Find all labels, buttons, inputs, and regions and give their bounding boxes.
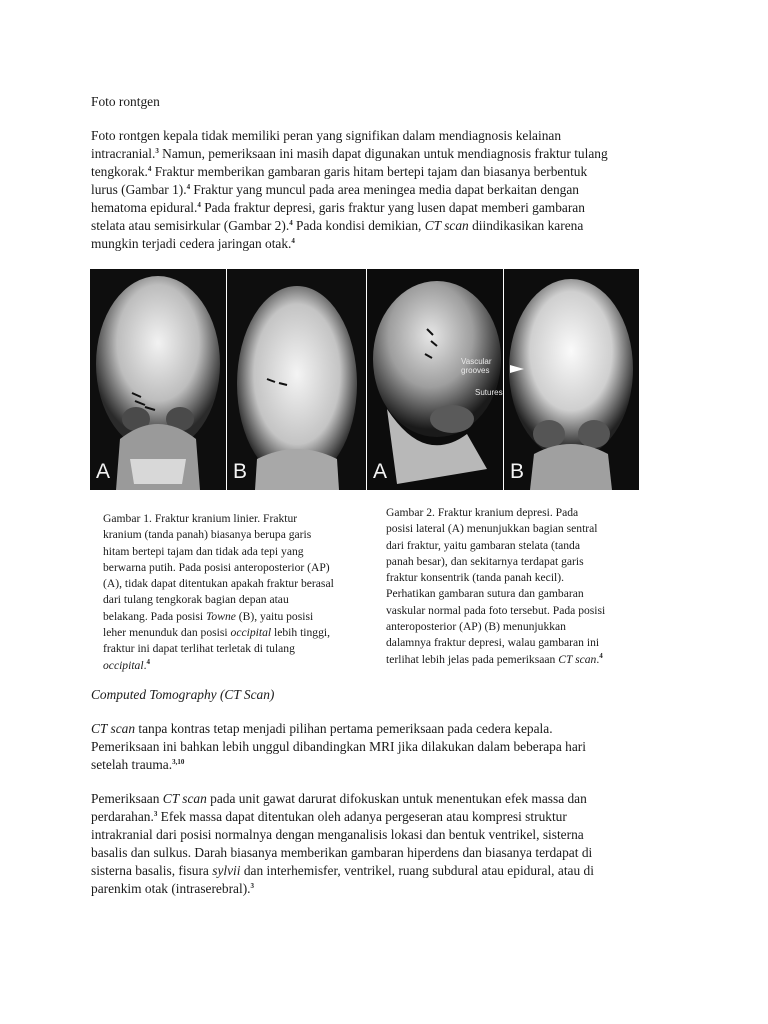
panel-label: A [373,460,388,483]
text-run: . [596,652,600,666]
text-run: Fraktur memberikan gambaran garis hitam bertepi tajam dan biasanya berbentuk [151,164,588,179]
text-line [103,592,373,608]
panel-label: A [96,460,111,483]
text-run: dalamnya fraktur depresi, walau gambaran ini [386,636,600,650]
text-run: vaskular normal pada foto tersebut. Pada posisi [386,603,606,617]
text-run: terlihat lebih jelas pada pemeriksaan [386,652,559,666]
sutures-label: Sutures [475,388,503,397]
text-line [386,538,656,554]
text-line [103,527,373,543]
text-run: intracranial. [91,146,156,161]
citation-superscript: 3,10 [172,758,185,766]
text-line [91,790,691,808]
citation-superscript: 4 [291,237,295,245]
section-heading-ct-scan: Computed Tomography (CT Scan) [91,687,275,702]
text-run: Fraktur yang muncul pada area meningea media dapat berkaitan dengan [190,182,579,197]
text-line [103,609,373,625]
text-line [91,738,691,756]
text-line [386,554,656,570]
text-run: CT scan [424,218,469,233]
text-line [103,511,373,527]
text-run: CT scan [91,721,136,736]
text-run: Namun, pemeriksaan ini masih dapat digunakan untuk mendiagnosis fraktur tulang [158,146,608,161]
text-line [91,199,691,217]
panel-label: B [510,460,525,483]
text-run: diindikasikan karena [468,218,584,233]
text-run: basalis dan sulkus. Darah biasanya memberikan gambaran hiperdens dan biasanya terdapat di [91,845,593,860]
text-line [386,652,656,668]
citation-superscript: 4 [146,657,150,666]
text-run: hematoma epidural. [91,200,198,215]
text-line [103,625,373,641]
citation-superscript: 3 [155,147,159,155]
xray-image-2a [366,269,503,490]
text-run: berwarna putih. Pada posisi anteroposterior (AP) [103,560,330,574]
text-line [91,145,691,163]
xray-image-2b [503,269,639,490]
text-run: dari fraktur, yaitu gambaran stelata (tanda [386,538,580,552]
text-line [103,544,373,560]
text-run: lebih tinggi, [271,626,331,640]
text-run: Efek massa dapat ditentukan oleh adanya pergeseran atau kompresi struktur [157,809,567,824]
citation-superscript: 4 [186,183,191,191]
text-line [103,560,373,576]
text-line [91,720,691,738]
text-line [103,658,373,674]
text-run: tengkorak. [91,164,148,179]
vascular-grooves-label: Vascular grooves [461,357,492,375]
text-run: Towne [206,609,236,623]
figure2-caption [386,505,656,668]
text-run: perdarahan. [91,809,154,824]
text-run: posisi lateral (A) menunjukkan bagian sentral [386,522,598,536]
text-run: Gambar 2. Fraktur kranium depresi. Pada [386,506,579,519]
text-line [91,756,691,774]
text-line [103,641,373,657]
text-run: pada unit gawat darurat difokuskan untuk menentukan efek massa dan [206,791,587,806]
text-run: setelah trauma. [91,757,173,772]
text-line [91,826,691,844]
text-run: panah besar), dan sekitarnya terdapat garis [386,554,584,568]
text-run: dari tulang tengkorak bagian depan atau [103,593,289,607]
paragraph-ct-scan-2 [91,790,691,898]
text-run: Pada fraktur depresi, garis fraktur yang lusen dapat memberi gambaran [200,200,585,215]
text-line [386,586,656,602]
text-line [386,570,656,586]
paragraph-foto-rontgen [91,127,691,253]
panel-label: B [233,460,248,483]
text-run: hitam bertepi tajam dan tidak ada tepi yang [103,544,304,558]
text-line [91,862,691,880]
text-run: fraktur konsentrik (tanda panah kecil). [386,571,565,585]
text-run: occipital [230,626,272,640]
text-line [386,505,656,521]
xray-figure-row [90,269,639,490]
figure1-caption [103,511,373,674]
citation-superscript: 3 [250,882,254,890]
text-run: tanpa kontras tetap menjadi pilihan pertama pemeriksaan pada cedera kepala. [135,721,553,736]
text-line [91,880,691,898]
text-run: (A), tidak dapat ditentukan apakah fraktur berasal [103,577,334,591]
text-line [386,521,656,537]
text-run: anteroposterior (AP) (B) menunjukkan [386,620,566,634]
text-line [91,217,691,235]
text-run: Foto rontgen kepala tidak memiliki peran yang signifikan dalam mendiagnosis kelainan [91,128,562,143]
citation-superscript: 4 [147,165,152,173]
text-run: sisterna basalis, fisura [91,863,213,878]
citation-superscript: 3 [153,810,158,818]
text-run: belakang. Pada posisi [103,609,207,623]
text-line [386,635,656,651]
text-run: Pemeriksaan [91,791,163,806]
text-run: . [143,658,147,672]
text-run: kranium (tanda panah) biasanya berupa garis [103,528,312,542]
text-run: fraktur ini dapat terlihat terletak di tulang [103,642,295,656]
text-run: Gambar 1. Fraktur kranium linier. Fraktur [103,512,298,525]
text-run: mungkin terjadi cedera jaringan otak. [91,236,292,251]
text-run: intrakranial dari posisi normalnya dengan menganalisis lokasi dan bentuk ventrikel, sisterna [91,827,584,842]
text-line [386,603,656,619]
text-line [91,163,691,181]
text-line [91,181,691,199]
text-line [91,127,691,145]
text-run: Pemeriksaan ini bahkan lebih unggul dibandingkan MRI jika dilakukan dalam beberapa hari [91,739,586,754]
xray-image-1a [90,269,226,490]
text-line [91,235,691,253]
section-heading-foto-rontgen: Foto rontgen [91,94,160,109]
text-line [91,808,691,826]
citation-superscript: 4 [599,651,603,660]
text-run: lurus (Gambar 1). [91,182,187,197]
text-line [91,844,691,862]
paragraph-ct-scan-1 [91,720,691,774]
text-run: (B), yaitu posisi [235,609,314,623]
xray-image-1b [226,269,366,490]
text-run: dan interhemisfer, ventrikel, ruang subdural atau epidural, atau di [240,863,594,878]
text-run: sylvii [212,863,241,878]
text-run: stelata atau semisirkular (Gambar 2). [91,218,290,233]
text-run: occipital [103,658,144,672]
text-line [386,619,656,635]
text-run: Pada kondisi demikian, [292,218,425,233]
text-run: leher menunduk dan posisi [103,626,231,640]
text-run: parenkim otak (intraserebral). [91,881,251,896]
citation-superscript: 4 [197,201,201,209]
text-line [103,576,373,592]
citation-superscript: 4 [289,219,293,227]
text-run: Perhatikan gambaran sutura dan gambaran [386,587,584,601]
text-run: CT scan [162,791,207,806]
text-run: CT scan [558,652,597,666]
